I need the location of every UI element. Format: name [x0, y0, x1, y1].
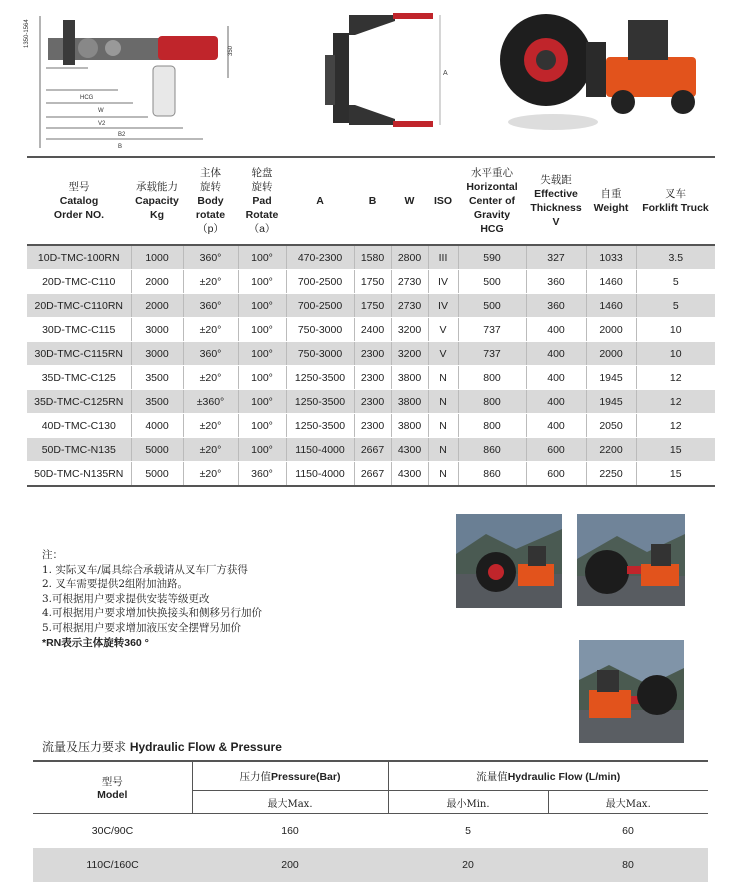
spec-cell: 1000: [131, 245, 183, 270]
header-w: W: [391, 157, 428, 245]
dimension-drawing: [18, 8, 268, 158]
spec-cell: 50D-TMC-N135: [27, 438, 131, 462]
spec-cell: 10: [636, 318, 715, 342]
spec-cell: 400: [526, 414, 586, 438]
note-item: 1. 实际叉车/属具综合承载请从叉车厂方获得: [42, 563, 248, 576]
spec-cell: 2667: [354, 438, 391, 462]
svg-text:1350-1564: 1350-1564: [24, 19, 30, 48]
spec-cell: 3.5: [636, 245, 715, 270]
spec-cell: 2000: [586, 318, 636, 342]
spec-cell: 2250: [586, 462, 636, 487]
flow-max: 最大Max.: [548, 791, 708, 814]
spec-cell: 1580: [354, 245, 391, 270]
spec-row: [27, 366, 715, 390]
spec-cell: 1150-4000: [286, 462, 354, 487]
spec-cell: 100°: [238, 390, 286, 414]
spec-cell: 3200: [391, 318, 428, 342]
header-pad-rotate: 轮盘 旋转 Pad Rotate （a）: [238, 157, 286, 245]
spec-cell: N: [428, 462, 458, 487]
spec-row: [27, 462, 715, 487]
header-iso: ISO: [428, 157, 458, 245]
forklift-photo-3: [579, 640, 684, 743]
spec-cell: 100°: [238, 342, 286, 366]
flow-pressure-max: 最大Max.: [192, 791, 388, 814]
spec-cell: 3200: [391, 342, 428, 366]
spec-cell: 600: [526, 438, 586, 462]
spec-cell: N: [428, 438, 458, 462]
spec-cell: 3500: [131, 390, 183, 414]
spec-cell: 10: [636, 342, 715, 366]
specification-table: [27, 156, 715, 487]
spec-cell: 2300: [354, 366, 391, 390]
spec-cell: 360°: [183, 294, 238, 318]
spec-cell: 12: [636, 390, 715, 414]
spec-row: [27, 438, 715, 462]
spec-cell: 800: [458, 366, 526, 390]
spec-cell: 30D-TMC-C115RN: [27, 342, 131, 366]
note-item: 5.可根据用户要求增加液压安全摆臂另加价: [42, 621, 242, 634]
flow-model-header: 型号 Model: [33, 761, 192, 814]
spec-cell: 2000: [131, 270, 183, 294]
flow-row: 30C/90C 160 5 60: [91, 825, 634, 837]
spec-cell: IV: [428, 294, 458, 318]
spec-row: [27, 294, 715, 318]
header-a: A: [286, 157, 354, 245]
spec-cell: 470-2300: [286, 245, 354, 270]
spec-cell: 1750: [354, 270, 391, 294]
header-b: B: [354, 157, 391, 245]
spec-cell: 750-3000: [286, 318, 354, 342]
spec-cell: 2000: [586, 342, 636, 366]
spec-cell: ±20°: [183, 438, 238, 462]
spec-cell: 700-2500: [286, 294, 354, 318]
svg-text:B2: B2: [118, 132, 126, 138]
spec-cell: 3800: [391, 414, 428, 438]
spec-cell: ±20°: [183, 318, 238, 342]
notes-title: 注：: [42, 549, 63, 561]
note-item: 4.可根据用户要求增加快换接头和侧移另行加价: [42, 607, 263, 620]
spec-cell: 1150-4000: [286, 438, 354, 462]
spec-cell: 40D-TMC-C130: [27, 414, 131, 438]
svg-text:A: A: [443, 70, 448, 77]
spec-cell: 360°: [183, 342, 238, 366]
spec-header-row: [27, 157, 715, 245]
spec-cell: 4300: [391, 462, 428, 487]
spec-cell: 2667: [354, 462, 391, 487]
clamp-front-view: [305, 5, 455, 145]
rn-note: *RN表示主体旋转360 °: [42, 636, 149, 649]
spec-cell: 4300: [391, 438, 428, 462]
spec-cell: III: [428, 245, 458, 270]
spec-row: [27, 342, 715, 366]
spec-cell: ±360°: [183, 390, 238, 414]
spec-cell: ±20°: [183, 462, 238, 487]
spec-cell: 15: [636, 438, 715, 462]
spec-cell: ±20°: [183, 414, 238, 438]
spec-cell: 737: [458, 318, 526, 342]
spec-row: [27, 270, 715, 294]
spec-cell: 2200: [586, 438, 636, 462]
spec-cell: 3800: [391, 390, 428, 414]
spec-cell: N: [428, 390, 458, 414]
spec-cell: 500: [458, 270, 526, 294]
notes: [42, 548, 262, 650]
spec-cell: 1945: [586, 366, 636, 390]
forklift-photo-1: [456, 514, 562, 608]
spec-cell: 100°: [238, 438, 286, 462]
spec-cell: 3500: [131, 366, 183, 390]
spec-cell: 800: [458, 414, 526, 438]
flow-flow-header: 流量值Hydraulic Flow (L/min): [388, 761, 708, 791]
spec-cell: 2300: [354, 390, 391, 414]
spec-cell: 1250-3500: [286, 390, 354, 414]
header-catalog: 型号 Catalog Order NO.: [27, 157, 131, 245]
spec-cell: IV: [428, 270, 458, 294]
header-weight: 自重 Weight: [586, 157, 636, 245]
spec-cell: 5: [636, 294, 715, 318]
spec-cell: 2050: [586, 414, 636, 438]
spec-cell: 1460: [586, 270, 636, 294]
spec-cell: 360°: [183, 245, 238, 270]
spec-cell: 400: [526, 342, 586, 366]
flow-header-row: [33, 761, 708, 791]
spec-cell: 5: [636, 270, 715, 294]
spec-row: [27, 390, 715, 414]
spec-cell: 860: [458, 438, 526, 462]
spec-cell: 2730: [391, 294, 428, 318]
flow-min: 最小Min.: [388, 791, 548, 814]
svg-text:V2: V2: [98, 121, 106, 127]
spec-cell: 360°: [238, 462, 286, 487]
spec-row: [27, 245, 715, 270]
flow-pressure-header: 压力值Pressure(Bar): [192, 761, 388, 791]
header-hcg: 水平重心 Horizontal Center of Gravity HCG: [458, 157, 526, 245]
spec-cell: 737: [458, 342, 526, 366]
spec-cell: 400: [526, 390, 586, 414]
spec-cell: 5000: [131, 462, 183, 487]
spec-cell: 2800: [391, 245, 428, 270]
svg-text:350: 350: [228, 45, 234, 56]
spec-cell: 750-3000: [286, 342, 354, 366]
spec-cell: 100°: [238, 366, 286, 390]
spec-cell: 800: [458, 390, 526, 414]
spec-cell: 15: [636, 462, 715, 487]
spec-cell: 360: [526, 270, 586, 294]
spec-cell: 12: [636, 414, 715, 438]
header-body-rotate: 主体 旋转 Body rotate （p）: [183, 157, 238, 245]
spec-cell: 30D-TMC-C115: [27, 318, 131, 342]
spec-cell: ±20°: [183, 270, 238, 294]
spec-cell: N: [428, 366, 458, 390]
spec-cell: 20D-TMC-C110RN: [27, 294, 131, 318]
spec-cell: 3000: [131, 318, 183, 342]
spec-cell: 1460: [586, 294, 636, 318]
svg-text:B: B: [118, 144, 123, 150]
spec-cell: 10D-TMC-100RN: [27, 245, 131, 270]
spec-cell: ±20°: [183, 366, 238, 390]
spec-body: [27, 245, 715, 486]
clamp-arm-red: [158, 36, 218, 60]
spec-cell: 20D-TMC-C110: [27, 270, 131, 294]
spec-cell: 100°: [238, 270, 286, 294]
spec-cell: 3800: [391, 366, 428, 390]
header-capacity: 承载能力 Capacity Kg: [131, 157, 183, 245]
forklift-tire-clamp-photo: [498, 2, 718, 137]
spec-row: [27, 414, 715, 438]
spec-cell: 860: [458, 462, 526, 487]
spec-cell: 400: [526, 318, 586, 342]
header-thickness: 失载距 Effective Thickness V: [526, 157, 586, 245]
spec-cell: 1945: [586, 390, 636, 414]
spec-cell: 100°: [238, 245, 286, 270]
spec-cell: 1250-3500: [286, 414, 354, 438]
spec-cell: 12: [636, 366, 715, 390]
spec-row: [27, 318, 715, 342]
spec-cell: 1033: [586, 245, 636, 270]
spec-cell: 100°: [238, 414, 286, 438]
spec-cell: 400: [526, 366, 586, 390]
svg-text:W: W: [98, 108, 104, 114]
spec-cell: 2300: [354, 342, 391, 366]
spec-cell: 2730: [391, 270, 428, 294]
spec-cell: 1750: [354, 294, 391, 318]
spec-cell: V: [428, 342, 458, 366]
note-item: 2. 叉车需要提供2组附加油路。: [42, 578, 189, 591]
spec-cell: 4000: [131, 414, 183, 438]
spec-cell: 2000: [131, 294, 183, 318]
spec-cell: 500: [458, 294, 526, 318]
header-forklift: 叉车 Forklift Truck: [636, 157, 715, 245]
spec-cell: 100°: [238, 318, 286, 342]
spec-cell: 600: [526, 462, 586, 487]
spec-cell: 2300: [354, 414, 391, 438]
spec-cell: 360: [526, 294, 586, 318]
spec-cell: 1250-3500: [286, 366, 354, 390]
spec-cell: 700-2500: [286, 270, 354, 294]
forklift-photo-2: [577, 514, 685, 606]
svg-text:HCG: HCG: [80, 95, 94, 101]
spec-cell: 35D-TMC-C125: [27, 366, 131, 390]
spec-cell: 3000: [131, 342, 183, 366]
spec-cell: 327: [526, 245, 586, 270]
spec-cell: 35D-TMC-C125RN: [27, 390, 131, 414]
flow-title: 流量及压力要求 Hydraulic Flow & Pressure: [42, 740, 282, 754]
spec-cell: V: [428, 318, 458, 342]
spec-cell: 100°: [238, 294, 286, 318]
spec-cell: 590: [458, 245, 526, 270]
flow-row: 110C/160C 200 20 80: [33, 848, 708, 882]
note-item: 3.可根据用户要求提供安装等级更改: [42, 592, 210, 605]
spec-cell: 2400: [354, 318, 391, 342]
spec-cell: 50D-TMC-N135RN: [27, 462, 131, 487]
spec-cell: N: [428, 414, 458, 438]
spec-cell: 5000: [131, 438, 183, 462]
